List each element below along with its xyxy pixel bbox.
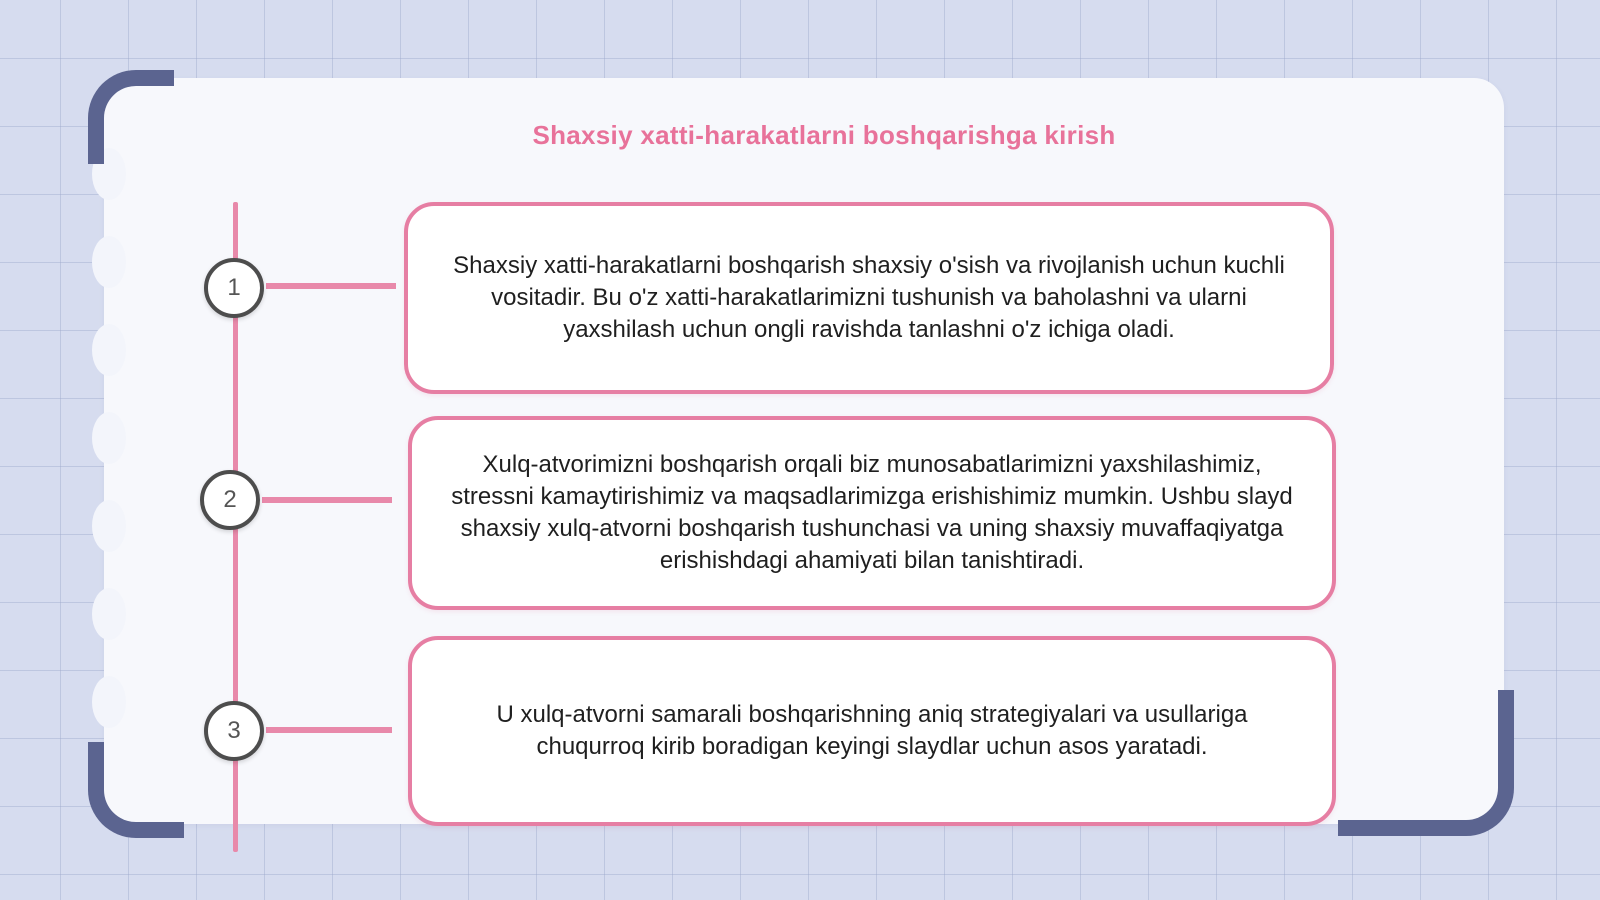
step-3-card (408, 636, 1336, 826)
step-2-connector (262, 497, 392, 503)
corner-bracket-bottom-right (1338, 690, 1514, 836)
page-scallop (92, 236, 126, 288)
page-scallop (92, 500, 126, 552)
step-1-connector (266, 283, 396, 289)
step-1-circle (204, 258, 264, 318)
page-scallop (92, 588, 126, 640)
step-3-circle (204, 701, 264, 761)
step-1-number: 1 (227, 274, 241, 301)
step-3-text: U xulq-atvorni samarali boshqarishning aniq strategiyalari va usullariga chuqurroq kirib boradigan keyingi slaydlar uchun asos yaratadi. (496, 701, 1248, 760)
step-3-number: 3 (227, 717, 241, 744)
step-2-card (408, 416, 1336, 610)
step-1-card (404, 202, 1334, 394)
corner-bracket-bottom-left (88, 742, 184, 838)
page-scallop (92, 324, 126, 376)
step-3-connector (266, 727, 392, 733)
step-2-number: 2 (223, 486, 237, 513)
step-2-circle (200, 470, 260, 530)
step-2-text: Xulq-atvorimizni boshqarish orqali biz munosabatlarimizni yaxshilashimiz, stressni kamaytirishimiz va maqsadlarimizga erishishimiz mumkin. Ushbu slayd shaxsiy xulq-atvorni boshqarish tushunchasi va uning shaxsiy muvaffaqiyatga erishishdagi ahamiyati bilan tanishtiradi. (451, 451, 1293, 574)
page-scallop (92, 676, 126, 728)
page-scallop (92, 412, 126, 464)
step-1-text: Shaxsiy xatti-harakatlarni boshqarish shaxsiy o'sish va rivojlanish uchun kuchli vositadir. Bu o'z xatti-harakatlarimizni tushunish va baholashni va ularni yaxshilash uchun ongli ravishda tanlashni o'z ichiga oladi. (453, 252, 1285, 343)
slide-title: Shaxsiy xatti-harakatlarni boshqarishga kirish (532, 120, 1116, 150)
